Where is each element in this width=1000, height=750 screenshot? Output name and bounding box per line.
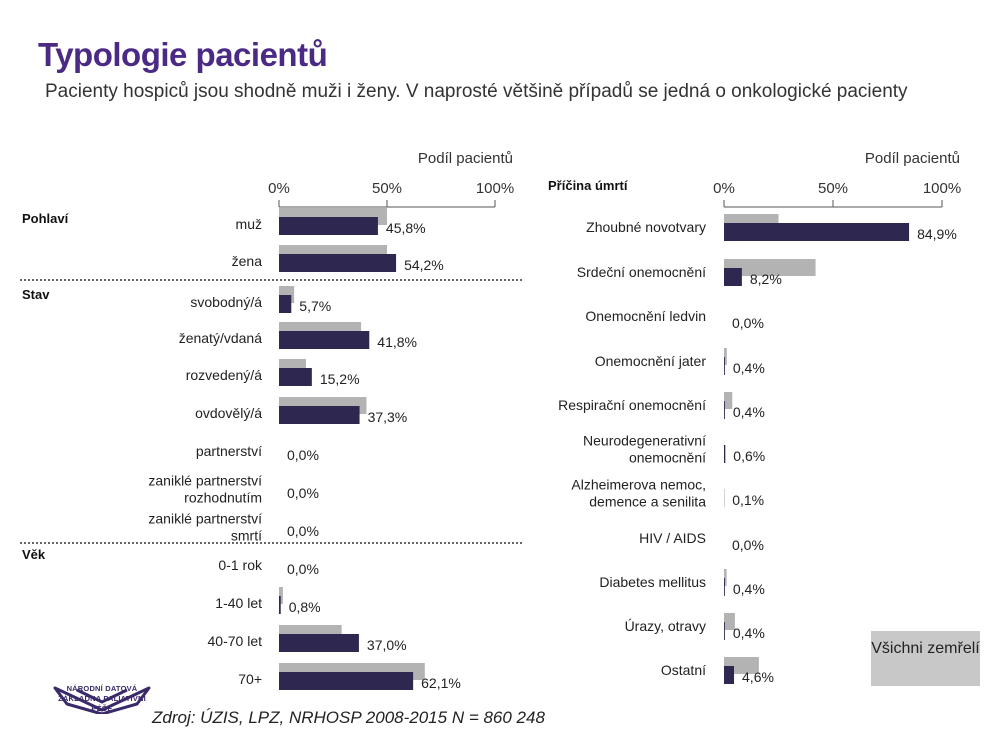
logo-line-1: NÁRODNÍ DATOVÁ — [66, 684, 138, 693]
left-data-label: 45,8% — [385, 220, 426, 236]
left-bar-hospice — [279, 331, 369, 349]
group-title-0: Pohlaví — [22, 211, 69, 226]
right-data-label: 4,6% — [742, 669, 774, 685]
left-category-label: 1-40 let — [215, 595, 262, 611]
left-bar-hospice — [279, 368, 312, 386]
left-category-label: ženatý/vdaná — [178, 330, 262, 346]
left-category-label: rozvedený/á — [185, 367, 262, 383]
left-bar-hospice — [279, 254, 396, 272]
left-category-label: 40-70 let — [207, 633, 262, 649]
source-note: Zdroj: ÚZIS, LPZ, NRHOSP 2008-2015 N = 860 248 — [152, 708, 545, 727]
right-data-label: 0,4% — [732, 625, 765, 641]
right-tick-label: 100% — [922, 180, 962, 197]
left-data-label: 15,2% — [319, 371, 360, 387]
right-data-label: 0,6% — [733, 448, 766, 464]
right-bar-reference — [724, 392, 732, 409]
left-category-label: ovdovělý/á — [195, 405, 262, 421]
left-data-label: 5,7% — [299, 298, 332, 314]
right-data-label: 0,1% — [732, 492, 765, 508]
left-data-label: 0,0% — [287, 561, 319, 577]
legend-reference: Všichni zemřelí — [871, 631, 980, 686]
left-bar-hospice — [279, 672, 413, 690]
logo-line-2: ZÁKLADNA PALIATIVNÍ PÉČE — [58, 694, 146, 713]
right-tick-label: 0% — [713, 180, 735, 197]
logo-icon — [47, 684, 157, 714]
right-category-label: Diabetes mellitus — [599, 574, 706, 590]
page-subtitle: Pacienty hospiců jsou shodně muži i ženy. V naprosté většině případů se jedná o onkologické pacienty — [45, 81, 908, 102]
right-bar-hospice — [724, 357, 725, 375]
left-data-label: 37,0% — [366, 637, 407, 653]
right-bar-hospice — [724, 268, 742, 286]
right-category-label: Ostatní — [660, 662, 706, 678]
right-category-label: Zhoubné novotvary — [586, 219, 706, 235]
right-tick-label: 50% — [817, 180, 849, 197]
left-data-label: 0,8% — [288, 599, 321, 615]
left-data-label: 0,0% — [287, 485, 319, 501]
left-data-label: 0,0% — [287, 447, 319, 463]
left-data-label: 41,8% — [377, 334, 417, 350]
right-category-label: HIV / AIDS — [639, 530, 706, 546]
page-title: Typologie pacientů — [38, 36, 328, 73]
right-data-label: 0,4% — [732, 404, 765, 420]
right-category-label: Onemocnění jater — [594, 353, 706, 369]
right-bar-hospice — [724, 666, 734, 684]
left-data-label: 37,3% — [367, 409, 408, 425]
left-category-label: svobodný/á — [190, 294, 262, 310]
right-data-label: 0,4% — [732, 360, 765, 376]
left-tick-label: 50% — [371, 180, 403, 197]
right-category-label: Onemocnění ledvin — [585, 308, 706, 324]
right-data-label: 0,4% — [732, 581, 765, 597]
left-category-label: muž — [235, 216, 262, 232]
right-category-label: Úrazy, otravy — [624, 618, 706, 634]
right-bar-hospice — [724, 622, 725, 640]
left-bar-hospice — [279, 634, 359, 652]
left-category-label: partnerství — [195, 443, 262, 459]
right-bar-hospice — [724, 401, 725, 419]
left-data-label: 54,2% — [404, 257, 444, 273]
left-bar-hospice — [279, 406, 360, 424]
right-category-title: Příčina úmrtí — [548, 178, 628, 193]
right-bar-hospice — [724, 578, 725, 596]
left-category-label: zaniklé partnerství rozhodnutím — [148, 472, 262, 506]
group-title-1: Stav — [22, 287, 50, 302]
left-axis-title: Podíl pacientů — [417, 150, 513, 167]
right-category-label: Respirační onemocnění — [558, 397, 706, 413]
left-tick-label: 100% — [475, 180, 515, 197]
left-tick-label: 0% — [268, 180, 290, 197]
left-data-label: 0,0% — [287, 523, 319, 539]
right-data-label: 84,9% — [917, 226, 957, 242]
right-data-label: 0,0% — [732, 315, 764, 331]
right-data-label: 0,0% — [732, 537, 764, 553]
right-axis-title: Podíl pacientů — [864, 150, 960, 167]
left-category-label: 0-1 rok — [218, 557, 262, 573]
right-category-label: Alzheimerova nemoc, demence a senilita — [571, 476, 706, 510]
right-category-label: Neurodegenerativní onemocnění — [583, 432, 706, 466]
left-category-label: zaniklé partnerství smrtí — [148, 510, 262, 544]
right-bar-hospice — [724, 223, 909, 241]
left-data-label: 62,1% — [421, 675, 461, 691]
left-category-label: 70+ — [238, 671, 262, 687]
left-category-label: žena — [231, 253, 262, 269]
right-data-label: 8,2% — [749, 271, 782, 287]
left-bar-hospice — [279, 217, 378, 235]
logo — [47, 684, 157, 714]
group-title-2: Věk — [22, 547, 46, 562]
right-category-label: Srdeční onemocnění — [576, 264, 706, 280]
left-bar-hospice — [279, 295, 291, 313]
right-bar-hospice — [724, 445, 725, 463]
left-bar-hospice — [279, 596, 281, 614]
